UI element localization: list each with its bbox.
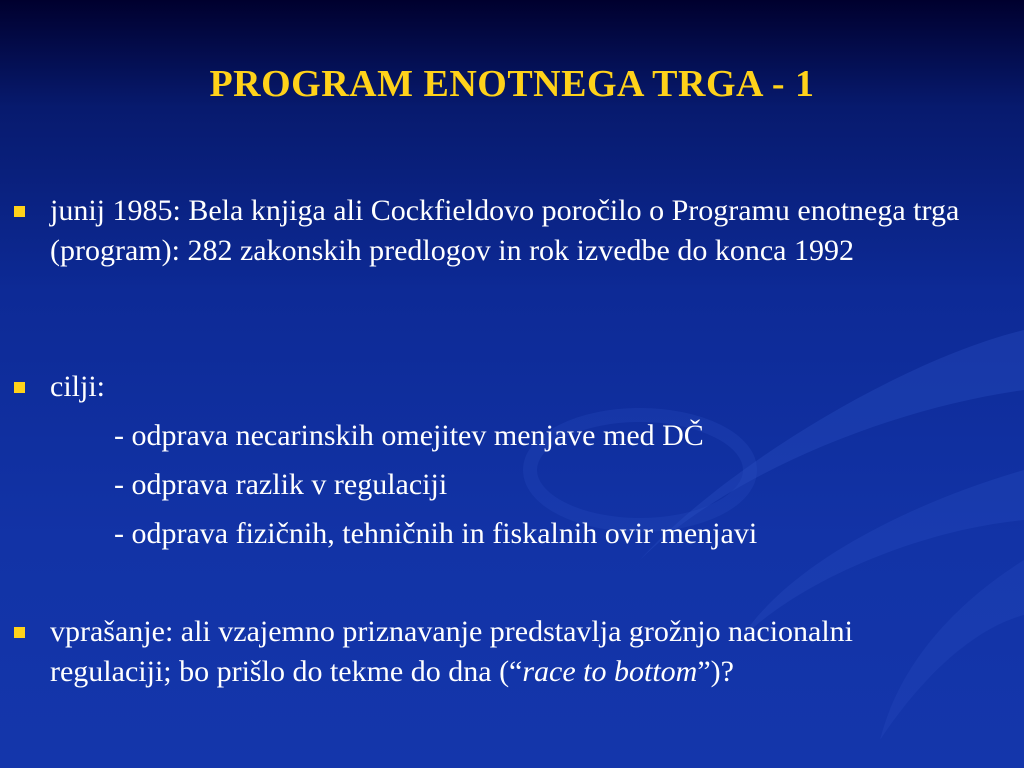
bullet-text-2: cilji: xyxy=(50,370,105,403)
bullet-item-1 xyxy=(50,191,980,271)
sub-item-3: - odprava fizičnih, tehničnih in fiskalnih ovir menjavi xyxy=(114,517,758,550)
sub-item-2: - odprava razlik v regulaciji xyxy=(114,468,448,501)
bullet-item-2 xyxy=(50,367,980,407)
slide-title: PROGRAM ENOTNEGA TRGA - 1 xyxy=(209,63,815,105)
square-bullet-icon xyxy=(14,206,25,217)
sub-item-1: - odprava necarinskih omejitev menjave med DČ xyxy=(114,419,704,452)
square-bullet-icon xyxy=(14,382,25,393)
bullet-item-3 xyxy=(50,612,980,692)
bullet-text-3-start: vprašanje: ali vzajemno priznavanje predstavlja grožnjo nacionalni regulaciji; bo prišlo do tekme do dna (“ xyxy=(50,615,854,688)
bullet-text-1: junij 1985: Bela knjiga ali Cockfieldovo poročilo o Programu enotnega trga (program): 282 zakonskih predlogov in rok izvedbe do konca 1992 xyxy=(50,194,960,267)
bullet-text-3-italic: race to bottom xyxy=(522,655,698,688)
square-bullet-icon xyxy=(14,627,25,638)
bullet-text-3-end: ”)? xyxy=(697,655,734,688)
